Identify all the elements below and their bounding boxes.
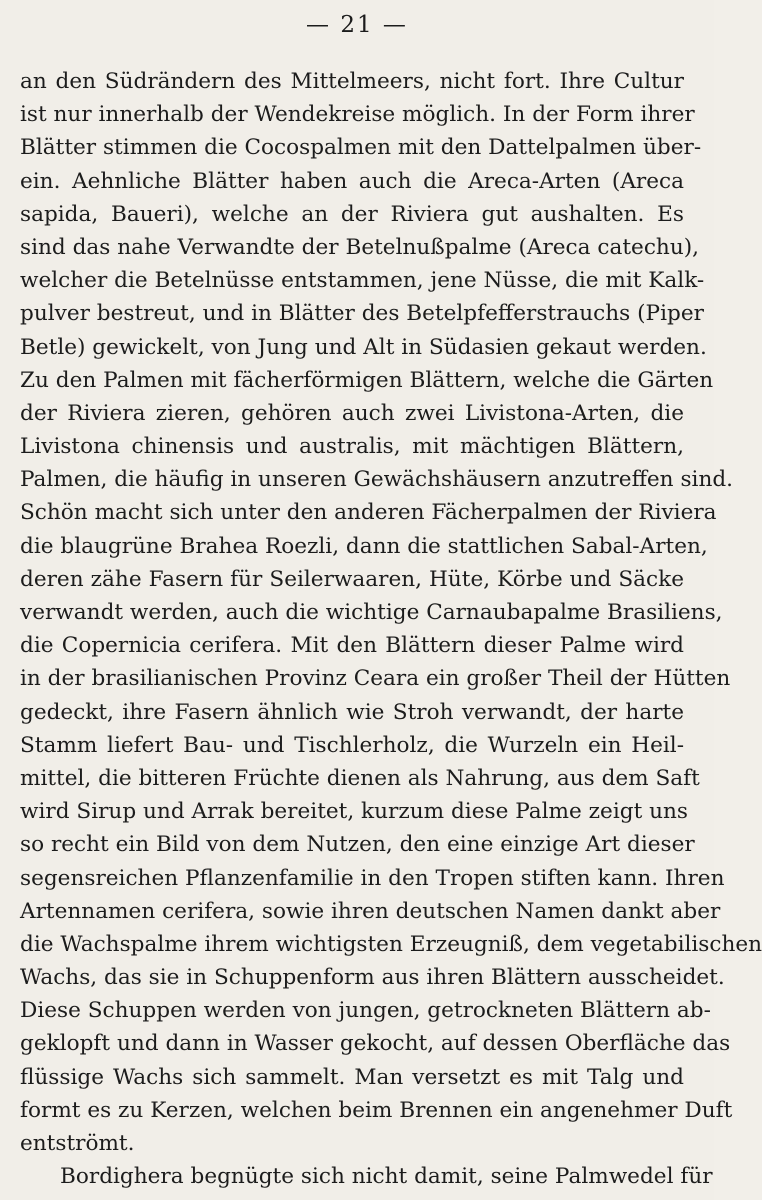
text-line: geklopft und dann in Wasser gekocht, auf dessen Oberfläche das (20, 1031, 731, 1057)
text-line: flüssige Wachs sich sammelt. Man versetzt es mit Talg und (20, 1064, 684, 1090)
text-line: sind das nahe Verwandte der Betelnußpalme (Areca catechu), (20, 234, 700, 260)
text-line: wird Sirup und Arrak bereitet, kurzum diese Palme zeigt uns (20, 799, 689, 825)
text-line: die Copernicia cerifera. Mit den Blättern dieser Palme wird (20, 633, 684, 659)
text-line: in der brasilianischen Provinz Ceara ein großer Theil der Hütten (20, 666, 731, 692)
text-line: Schön macht sich unter den anderen Fächerpalmen der Riviera (20, 500, 717, 526)
text-line: mittel, die bitteren Früchte dienen als Nahrung, aus dem Saft (20, 765, 700, 791)
text-line: welcher die Betelnüsse entstammen, jene Nüsse, die mit Kalk- (20, 268, 705, 294)
text-line: gedeckt, ihre Fasern ähnlich wie Stroh verwandt, der harte (20, 699, 684, 725)
paragraph-end-line: entströmt. (20, 1131, 135, 1156)
text-line: pulver bestreut, und in Blätter des Betelpfefferstrauchs (Piper (20, 301, 704, 327)
paragraph-start-line: Bordighera begnügte sich nicht damit, seine Palmwedel für (60, 1164, 713, 1190)
text-line: Stamm liefert Bau- und Tischlerholz, die Wurzeln ein Heil- (20, 732, 684, 758)
text-line: so recht ein Bild von dem Nutzen, den eine einzige Art dieser (20, 832, 695, 858)
text-line: an den Südrändern des Mittelmeers, nicht fort. Ihre Cultur (20, 69, 684, 94)
text-line: segensreichen Pflanzenfamilie in den Tropen stiften kann. Ihren (20, 865, 725, 891)
text-line: der Riviera zieren, gehören auch zwei Livistona-Arten, die (20, 400, 684, 426)
text-line: Wachs, das sie in Schuppenform aus ihren Blättern ausscheidet. (20, 965, 725, 991)
text-line: ist nur innerhalb der Wendekreise möglich. In der Form ihrer (20, 102, 695, 128)
text-line: die Wachspalme ihrem wichtigsten Erzeugniß, dem vegetabilischen (20, 931, 762, 957)
text-line: Palmen, die häufig in unseren Gewächshäusern anzutreffen sind. (20, 467, 734, 493)
text-line: die blaugrüne Brahea Roezli, dann die stattlichen Sabal-Arten, (20, 533, 708, 559)
text-line: sapida, Baueri), welche an der Riviera gut aushalten. Es (20, 201, 684, 227)
text-line: Zu den Palmen mit fächerförmigen Blättern, welche die Gärten (20, 367, 714, 393)
text-line: Diese Schuppen werden von jungen, getrockneten Blättern ab- (20, 998, 711, 1024)
text-line: verwandt werden, auch die wichtige Carnaubapalme Brasiliens, (20, 600, 723, 625)
text-line: Livistona chinensis und australis, mit mächtigen Blättern, (20, 434, 684, 460)
text-line: Betle) gewickelt, von Jung und Alt in Südasien gekaut werden. (20, 334, 707, 360)
text-line: formt es zu Kerzen, welchen beim Brennen ein angenehmer Duft (20, 1097, 733, 1123)
text-line: Blätter stimmen die Cocospalmen mit den Dattelpalmen über- (20, 135, 702, 161)
text-line: ein. Aehnliche Blätter haben auch die Areca-Arten (Areca (20, 168, 684, 194)
text-line: deren zähe Fasern für Seilerwaaren, Hüte, Körbe und Säcke (20, 566, 684, 592)
text-line: Artennamen cerifera, sowie ihren deutschen Namen dankt aber (20, 898, 721, 924)
body-text (20, 65, 762, 1193)
page-number: — 21 — (306, 12, 408, 38)
